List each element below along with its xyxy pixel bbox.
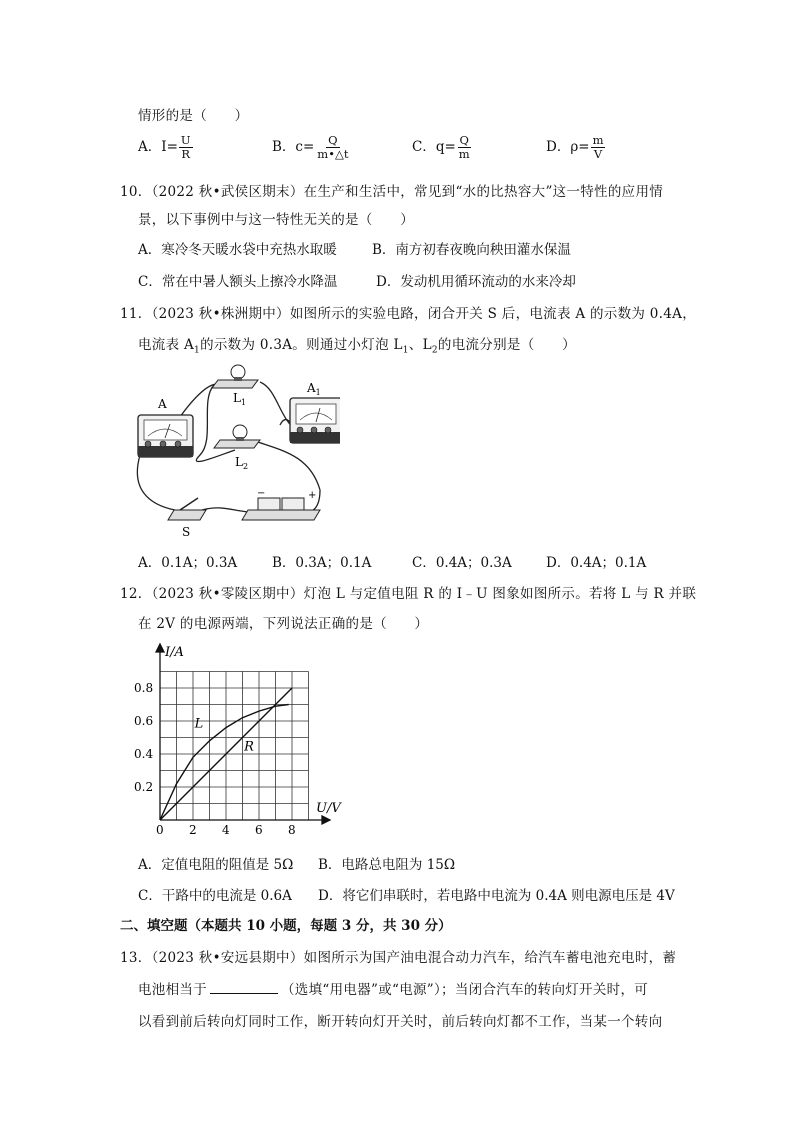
q9-option-c: C．q= $\frac{Q}{m}$: [412, 133, 470, 161]
switch-s: [168, 498, 206, 520]
q10-option-c: C．常在中暑人额头上擦冷水降温: [138, 274, 338, 290]
y-tick-label: 0.6: [134, 714, 154, 728]
iu-chart: [130, 640, 350, 840]
q9-option-b: B．c= $\frac{Q}{m•\triangle t}$: [272, 133, 349, 161]
x-tick-label: 2: [189, 823, 197, 837]
x-tick-label: 0: [156, 823, 164, 837]
q10-option-a: A．寒冷冬天暖水袋中充热水取暖: [138, 242, 337, 258]
x-tick-label: 8: [288, 823, 296, 837]
y-tick-label: 0.2: [134, 780, 154, 794]
fraction: $\frac{Q}{m}$: [458, 133, 470, 161]
label-l2: $L_2$: [235, 455, 249, 471]
q12-stem-line1: 12．（2023 秋•零陵区期中）灯泡 L 与定值电阻 R 的 I﹣U 图象如图所示。若将 L 与 R 并联: [120, 586, 697, 602]
answer-blank[interactable]: [210, 981, 278, 994]
battery: [242, 498, 320, 520]
q11-option-a: A．0.1A；0.3A: [138, 555, 238, 571]
q10-stem-line2: 景，以下事例中与这一特性无关的是（ ）: [138, 212, 414, 228]
bulb-l2: [214, 425, 260, 448]
battery-plus: +: [308, 490, 317, 501]
q9-option-a: A．I= $\frac{U}{R}$: [138, 133, 191, 161]
ammeter-a: [138, 415, 193, 457]
bulb-l1: [212, 365, 258, 388]
label-switch-s: S: [182, 525, 191, 539]
q13-stem-line3: 以看到前后转向灯同时工作，断开转向灯开关时，前后转向灯都不工作，当某一个转向: [138, 1014, 663, 1030]
circuit-figure: [130, 360, 340, 540]
section-title: 二、填空题（本题共 10 小题，每题 3 分，共 30 分）: [120, 918, 452, 934]
q10-stem-line1: 10．（2022 秋•武侯区期末）在生产和生活中，常见到“水的比热容大”这一特性的应用情: [120, 184, 664, 200]
fraction: $\frac{U}{R}$: [180, 133, 191, 161]
q11-option-b: B．0.3A；0.1A: [272, 555, 372, 571]
q12-stem-line2: 在 2V 的电源两端，下列说法正确的是（ ）: [138, 616, 429, 632]
q13-stem-line1: 13．（2023 秋•安远县期中）如图所示为国产油电混合动力汽车，给汽车蓄电池充电时，蓄: [120, 950, 677, 966]
q12-option-c: C．干路中的电流是 0.6A: [138, 888, 292, 904]
label-l1: $L_1$: [233, 391, 247, 407]
series-line-L: [160, 705, 289, 821]
series-label-R: R: [244, 739, 254, 755]
q12-option-d: D．将它们串联时，若电路中电流为 0.4A 则电源电压是 4V: [318, 888, 675, 904]
y-tick-label: 0.4: [134, 747, 154, 761]
q11-option-d: D．0.4A；0.1A: [546, 555, 647, 571]
q11-option-c: C．0.4A；0.3A: [412, 555, 512, 571]
q11-stem-line1: 11．（2023 秋•株洲期中）如图所示的实验电路，闭合开关 S 后，电流表 A 的示数为 0.4A，: [120, 306, 697, 322]
q11-stem-line2: 电流表 $A_1$的示数为 0.3A。则通过小灯泡 $L_1$、$L_2$的电流分别是（ ）: [138, 337, 576, 356]
series-label-L: L: [194, 716, 204, 732]
ammeter-a1: [290, 398, 340, 443]
q9-option-d: D．ρ= $\frac{m}{V}$: [546, 133, 604, 161]
x-tick-label: 6: [255, 823, 263, 837]
fraction: $\frac{m}{V}$: [592, 133, 604, 161]
q13-stem-line2: 电池相当于 （选填“用电器”或“电源”）；当闭合汽车的转向灯开关时，可: [138, 982, 649, 998]
fraction: $\frac{Q}{m•\triangle t}$: [317, 133, 349, 161]
x-axis-label: U/V: [316, 801, 341, 816]
x-tick-label: 4: [222, 823, 230, 837]
y-tick-label: 0.8: [134, 681, 154, 695]
label-ammeter-a1: $A_1$: [307, 381, 321, 397]
q10-option-d: D．发动机用循环流动的水来冷却: [376, 274, 576, 290]
q9-stem: 情形的是（ ）: [138, 108, 249, 124]
q12-option-b: B．电路总电阻为 15Ω: [318, 857, 456, 873]
y-axis-label: I/A: [165, 645, 184, 660]
label-ammeter-a: A: [158, 397, 167, 411]
q10-option-b: B．南方初春夜晚向秧田灌水保温: [372, 242, 571, 258]
battery-minus: −: [257, 488, 266, 499]
q12-option-a: A．定值电阻的阻值是 5Ω: [138, 857, 294, 873]
